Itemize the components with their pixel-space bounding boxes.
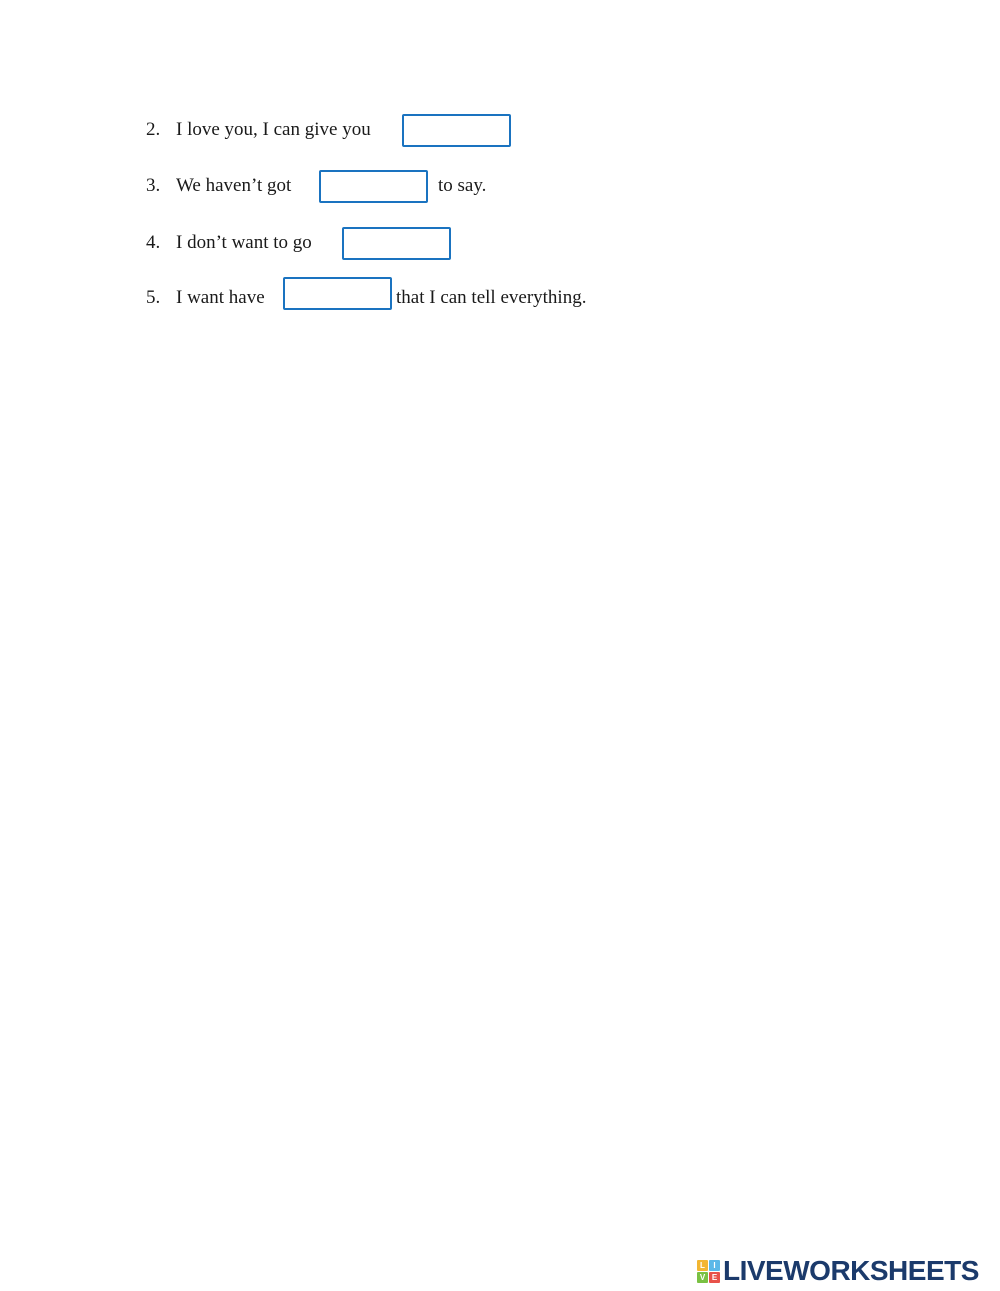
item-text-after: that I can tell everything. — [396, 287, 587, 308]
answer-blank-2[interactable] — [402, 114, 511, 147]
logo-blocks-icon — [697, 1260, 720, 1283]
exercise-item-2 — [0, 113, 1000, 147]
logo-block-v: V — [697, 1272, 708, 1283]
item-text-before: I love you, I can give you — [176, 119, 371, 140]
liveworksheets-logo — [697, 1255, 979, 1287]
item-number: 4. — [146, 232, 161, 253]
answer-blank-5[interactable] — [283, 277, 392, 310]
item-text-before: I want have — [176, 287, 265, 308]
item-text-before: We haven’t got — [176, 175, 292, 196]
exercise-item-3 — [0, 169, 1000, 203]
logo-wordmark: LIVEWORKSHEETS — [723, 1255, 979, 1286]
answer-blank-4[interactable] — [342, 227, 451, 260]
logo-block-i: I — [709, 1260, 720, 1271]
answer-blank-3[interactable] — [319, 170, 428, 203]
logo-block-e: E — [709, 1272, 720, 1283]
logo-block-l: L — [697, 1260, 708, 1271]
exercise-item-5 — [0, 281, 1000, 315]
item-text-after: to say. — [438, 175, 487, 196]
exercise-item-4 — [0, 226, 1000, 260]
item-text-before: I don’t want to go — [176, 232, 312, 253]
item-number: 3. — [146, 175, 161, 196]
item-number: 2. — [146, 119, 161, 140]
item-number: 5. — [146, 287, 161, 308]
